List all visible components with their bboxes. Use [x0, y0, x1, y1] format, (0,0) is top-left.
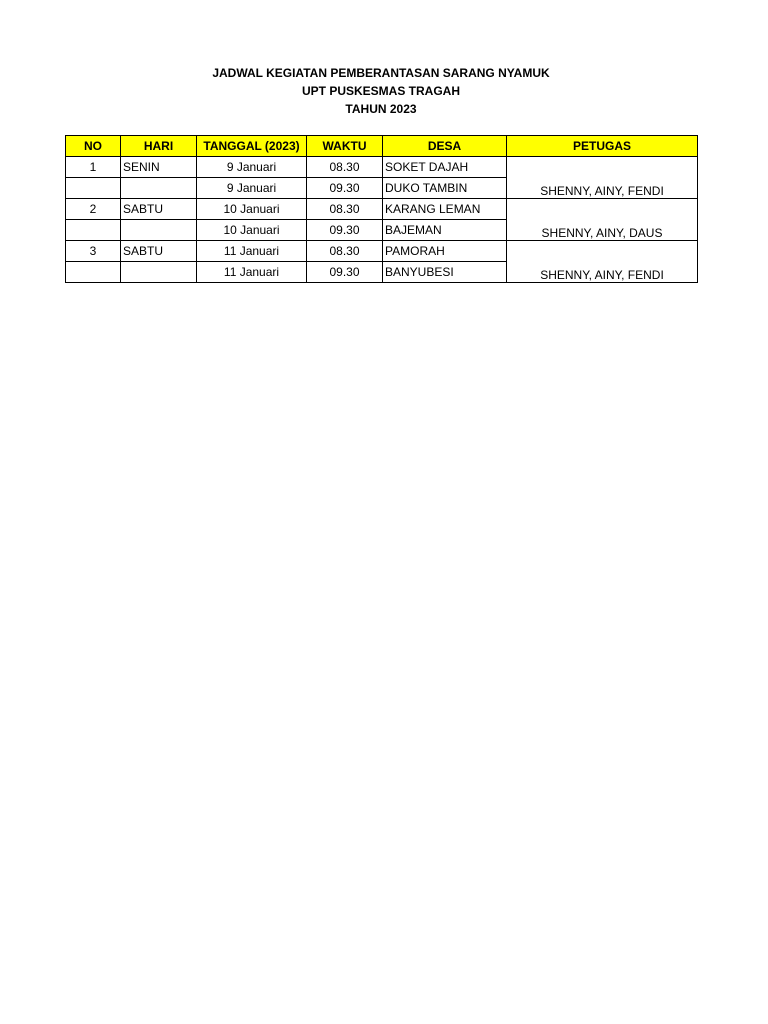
cell-hari-empty: [121, 220, 197, 241]
cell-desa: PAMORAH: [383, 241, 507, 262]
cell-tanggal: 9 Januari: [197, 157, 307, 178]
cell-no: 3: [66, 241, 121, 262]
cell-waktu: 08.30: [307, 157, 383, 178]
cell-desa: KARANG LEMAN: [383, 199, 507, 220]
cell-waktu: 09.30: [307, 178, 383, 199]
cell-desa: BANYUBESI: [383, 262, 507, 283]
header-tanggal: TANGGAL (2023): [197, 136, 307, 157]
cell-waktu: 09.30: [307, 220, 383, 241]
cell-petugas: SHENNY, AINY, FENDI: [507, 241, 698, 283]
header-desa: DESA: [383, 136, 507, 157]
cell-hari-empty: [121, 262, 197, 283]
cell-no: 2: [66, 199, 121, 220]
table-row: [66, 199, 698, 220]
cell-no-empty: [66, 178, 121, 199]
cell-hari: SABTU: [121, 199, 197, 220]
cell-tanggal: 9 Januari: [197, 178, 307, 199]
cell-tanggal: 11 Januari: [197, 262, 307, 283]
cell-tanggal: 10 Januari: [197, 199, 307, 220]
cell-desa: BAJEMAN: [383, 220, 507, 241]
cell-tanggal: 11 Januari: [197, 241, 307, 262]
title-line-2: UPT PUSKESMAS TRAGAH: [301, 84, 460, 98]
document-title: [0, 64, 762, 118]
cell-no: 1: [66, 157, 121, 178]
cell-desa: DUKO TAMBIN: [383, 178, 507, 199]
cell-petugas: SHENNY, AINY, DAUS: [507, 199, 698, 241]
cell-waktu: 09.30: [307, 262, 383, 283]
cell-waktu: 08.30: [307, 199, 383, 220]
cell-petugas: SHENNY, AINY, FENDI: [507, 157, 698, 199]
cell-tanggal: 10 Januari: [197, 220, 307, 241]
table-row: [66, 241, 698, 262]
header-no: NO: [66, 136, 121, 157]
schedule-table: [65, 135, 698, 283]
cell-waktu: 08.30: [307, 241, 383, 262]
table-row: [66, 157, 698, 178]
cell-hari: SABTU: [121, 241, 197, 262]
cell-no-empty: [66, 220, 121, 241]
table-header-row: [66, 136, 698, 157]
header-waktu: WAKTU: [307, 136, 383, 157]
cell-desa: SOKET DAJAH: [383, 157, 507, 178]
header-hari: HARI: [121, 136, 197, 157]
title-line-3: TAHUN 2023: [345, 102, 417, 116]
title-line-1: JADWAL KEGIATAN PEMBERANTASAN SARANG NYAMUK: [212, 66, 550, 80]
cell-hari-empty: [121, 178, 197, 199]
cell-no-empty: [66, 262, 121, 283]
cell-hari: SENIN: [121, 157, 197, 178]
header-petugas: PETUGAS: [507, 136, 698, 157]
